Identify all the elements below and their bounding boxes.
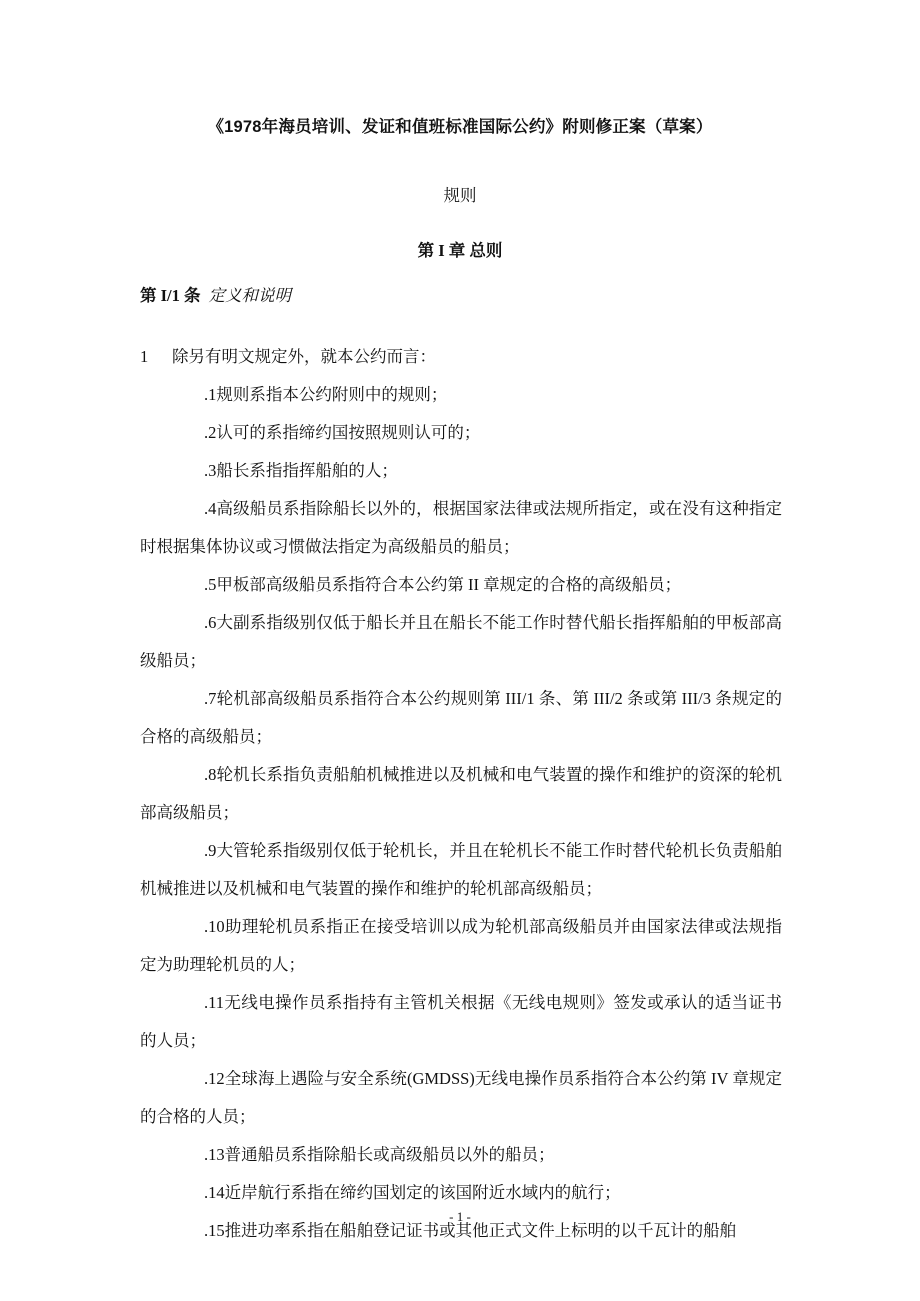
definition-item: [140, 680, 782, 756]
paragraph: [140, 338, 782, 376]
definition-item: [140, 604, 782, 680]
item-text: 推进功率系指在船舶登记证书或其他正式文件上标明的以千瓦计的船舶: [224, 1221, 737, 1240]
definition-item: [140, 376, 782, 414]
definition-item: [140, 452, 782, 490]
item-number: .15: [204, 1221, 225, 1240]
item-number: .6: [204, 613, 217, 632]
item-number: .7: [204, 689, 217, 708]
definition-item: [140, 832, 782, 908]
paragraph-text: 除另有明文规定外，就本公约而言：: [172, 347, 436, 366]
item-text: 大管轮系指级别仅低于轮机长，并且在轮机长不能工作时替代轮机长负责船舶机械推进以及机械和电气装置的操作和维护的轮机部高级船员；: [140, 841, 782, 898]
item-number: .5: [204, 575, 217, 594]
definition-item: [140, 984, 782, 1060]
item-text: 全球海上遇险与安全系统(GMDSS)无线电操作员系指符合本公约第 IV 章规定的合格的人员；: [140, 1069, 782, 1126]
definition-item: [140, 490, 782, 566]
item-text: 普通船员系指除船长或高级船员以外的船员；: [224, 1145, 555, 1164]
paragraph-number: 1: [140, 347, 149, 366]
item-number: .9: [204, 841, 217, 860]
item-number: .3: [204, 461, 217, 480]
definition-item: [140, 756, 782, 832]
item-number: .11: [204, 993, 225, 1012]
item-text: 轮机长系指负责船舶机械推进以及机械和电气装置的操作和维护的资深的轮机部高级船员；: [140, 765, 782, 822]
item-text: 船长系指指挥船舶的人；: [216, 461, 398, 480]
item-text: 规则系指本公约附则中的规则；: [216, 385, 448, 404]
item-number: .12: [204, 1069, 225, 1088]
article-number: 第 I/1 条: [140, 286, 201, 305]
article-name: 定义和说明: [208, 286, 292, 305]
item-number: .14: [204, 1183, 225, 1202]
item-text: 认可的系指缔约国按照规则认可的；: [216, 423, 481, 442]
item-number: .8: [204, 765, 217, 784]
item-text: 甲板部高级船员系指符合本公约第 II 章规定的合格的高级船员；: [216, 575, 682, 594]
definition-item: [140, 414, 782, 452]
document-body: [140, 338, 782, 1250]
item-text: 高级船员系指除船长以外的，根据国家法律或法规所指定，或在没有这种指定时根据集体协议或习惯做法指定为高级船员的船员；: [140, 499, 782, 556]
item-number: .1: [204, 385, 217, 404]
definition-item: [140, 908, 782, 984]
item-text: 大副系指级别仅低于船长并且在船长不能工作时替代船长指挥船舶的甲板部高级船员；: [140, 613, 782, 670]
item-text: 无线电操作员系指持有主管机关根据《无线电规则》签发或承认的适当证书的人员；: [140, 993, 782, 1050]
definition-item: [140, 1174, 782, 1212]
item-text: 近岸航行系指在缔约国划定的该国附近水域内的航行；: [224, 1183, 621, 1202]
definition-item: [140, 1060, 782, 1136]
item-number: .2: [204, 423, 217, 442]
item-text: 助理轮机员系指正在接受培训以成为轮机部高级船员并由国家法律或法规指定为助理轮机员的人；: [140, 917, 782, 974]
document-title: 《1978年海员培训、发证和值班标准国际公约》附则修正案（草案）: [207, 118, 713, 136]
chapter-heading: 第 I 章 总则: [417, 241, 503, 260]
item-number: .10: [204, 917, 225, 936]
page-number: - 1 -: [449, 1209, 471, 1224]
definition-item: [140, 566, 782, 604]
item-number: .13: [204, 1145, 225, 1164]
item-number: .4: [204, 499, 217, 518]
document-subtitle: 规则: [443, 186, 477, 205]
definition-item: [140, 1136, 782, 1174]
article-heading: [140, 282, 291, 306]
item-text: 轮机部高级船员系指符合本公约规则第 III/1 条、第 III/2 条或第 III/3 条规定的合格的高级船员；: [140, 689, 782, 746]
